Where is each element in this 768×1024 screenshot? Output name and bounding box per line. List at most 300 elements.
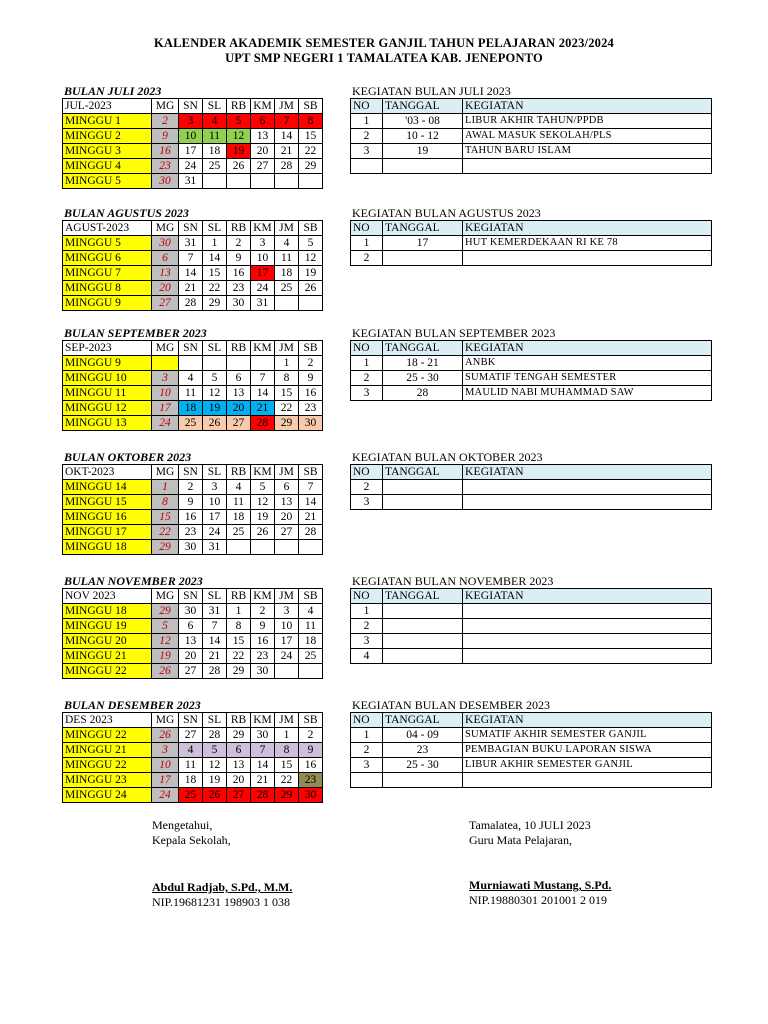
day-cell: 22 xyxy=(227,649,251,664)
headmaster-nip: NIP.19681231 198903 1 038 xyxy=(152,895,291,909)
day-cell: 2 xyxy=(152,114,179,129)
day-cell: 28 xyxy=(203,664,227,679)
activity-cell-keg: SUMATIF AKHIR SEMESTER GANJIL xyxy=(463,728,712,743)
week-row xyxy=(63,480,323,495)
activity-cell-no: 2 xyxy=(351,371,383,386)
month-label: DES 2023 xyxy=(63,713,152,728)
day-cell xyxy=(299,174,323,189)
day-cell: 28 xyxy=(299,525,323,540)
day-cell: 12 xyxy=(203,758,227,773)
document-title: KALENDER AKADEMIK SEMESTER GANJIL TAHUN PELAJARAN 2023/2024 xyxy=(153,36,614,50)
day-cell: 24 xyxy=(275,649,299,664)
day-cell: 7 xyxy=(251,371,275,386)
week-row xyxy=(63,266,323,281)
day-cell: 7 xyxy=(179,251,203,266)
day-cell: 27 xyxy=(275,525,299,540)
day-cell: 11 xyxy=(203,129,227,144)
day-cell: 29 xyxy=(227,664,251,679)
day-cell xyxy=(275,540,299,555)
day-cell: 30 xyxy=(251,664,275,679)
activity-cell-no: 3 xyxy=(351,634,383,649)
month-block xyxy=(0,450,768,560)
day-header: SL xyxy=(203,465,227,480)
week-row xyxy=(63,159,323,174)
activity-table xyxy=(350,340,712,401)
activity-row xyxy=(351,649,712,664)
activity-header-row xyxy=(351,589,712,604)
day-cell: 8 xyxy=(299,114,323,129)
month-block xyxy=(0,574,768,684)
day-cell: 6 xyxy=(179,619,203,634)
day-cell: 10 xyxy=(179,129,203,144)
day-cell: 6 xyxy=(227,371,251,386)
day-header: JM xyxy=(275,341,299,356)
day-cell: 7 xyxy=(251,743,275,758)
day-cell: 13 xyxy=(227,758,251,773)
day-cell: 9 xyxy=(227,251,251,266)
day-cell: 4 xyxy=(275,236,299,251)
activity-cell-no: 2 xyxy=(351,480,383,495)
week-label: MINGGU 8 xyxy=(63,281,152,296)
month-label: OKT-2023 xyxy=(63,465,152,480)
day-cell: 18 xyxy=(227,510,251,525)
activity-cell-keg: TAHUN BARU ISLAM xyxy=(463,144,712,159)
day-cell: 17 xyxy=(179,144,203,159)
day-cell: 17 xyxy=(203,510,227,525)
day-cell: 3 xyxy=(152,371,179,386)
activity-header-cell: NO xyxy=(351,465,383,480)
week-label: MINGGU 5 xyxy=(63,174,152,189)
day-cell: 30 xyxy=(227,296,251,311)
day-cell: 11 xyxy=(179,386,203,401)
day-cell: 21 xyxy=(251,773,275,788)
day-cell: 25 xyxy=(179,416,203,431)
activity-table xyxy=(350,220,712,266)
day-cell: 13 xyxy=(275,495,299,510)
day-cell: 14 xyxy=(179,266,203,281)
day-cell: 19 xyxy=(227,144,251,159)
week-row xyxy=(63,251,323,266)
week-label: MINGGU 13 xyxy=(63,416,152,431)
day-cell: 28 xyxy=(275,159,299,174)
day-header: JM xyxy=(275,589,299,604)
activity-cell-keg: AWAL MASUK SEKOLAH/PLS xyxy=(463,129,712,144)
week-label: MINGGU 7 xyxy=(63,266,152,281)
week-label: MINGGU 18 xyxy=(63,540,152,555)
week-row xyxy=(63,634,323,649)
week-label: MINGGU 19 xyxy=(63,619,152,634)
day-cell: 26 xyxy=(299,281,323,296)
activity-row xyxy=(351,480,712,495)
week-label: MINGGU 22 xyxy=(63,728,152,743)
month-label: SEP-2023 xyxy=(63,341,152,356)
week-row xyxy=(63,371,323,386)
day-cell xyxy=(275,174,299,189)
activity-header-cell: KEGIATAN xyxy=(463,465,712,480)
activity-cell-no: 1 xyxy=(351,114,383,129)
activity-cell-tgl: '03 - 08 xyxy=(383,114,463,129)
day-cell: 19 xyxy=(203,773,227,788)
activity-cell-no: 1 xyxy=(351,728,383,743)
day-cell: 2 xyxy=(299,356,323,371)
day-header: RB xyxy=(227,713,251,728)
day-cell: 29 xyxy=(152,540,179,555)
day-cell: 4 xyxy=(203,114,227,129)
activity-cell-tgl xyxy=(383,159,463,174)
day-cell: 23 xyxy=(152,159,179,174)
month-calendar-title: BULAN SEPTEMBER 2023 xyxy=(64,326,207,340)
activity-cell-no: 2 xyxy=(351,251,383,266)
activity-cell-no: 3 xyxy=(351,386,383,401)
calendar-table xyxy=(62,340,323,431)
calendar-table xyxy=(62,220,323,311)
activity-cell-no: 4 xyxy=(351,649,383,664)
week-row xyxy=(63,649,323,664)
day-cell: 16 xyxy=(152,144,179,159)
activity-header-cell: NO xyxy=(351,341,383,356)
day-cell: 3 xyxy=(275,604,299,619)
activity-cell-tgl: 19 xyxy=(383,144,463,159)
activity-cell-no xyxy=(351,159,383,174)
month-activity-title: KEGIATAN BULAN JULI 2023 xyxy=(352,84,511,98)
day-cell: 3 xyxy=(152,743,179,758)
day-cell: 31 xyxy=(251,296,275,311)
week-row xyxy=(63,510,323,525)
activity-cell-tgl: 10 - 12 xyxy=(383,129,463,144)
day-cell: 31 xyxy=(179,174,203,189)
day-cell xyxy=(227,356,251,371)
activity-cell-keg: MAULID NABI MUHAMMAD SAW xyxy=(463,386,712,401)
day-cell: 2 xyxy=(299,728,323,743)
activity-cell-tgl xyxy=(383,634,463,649)
activity-row xyxy=(351,773,712,788)
day-cell xyxy=(203,174,227,189)
day-cell: 30 xyxy=(152,174,179,189)
day-cell: 3 xyxy=(251,236,275,251)
activity-row xyxy=(351,159,712,174)
day-cell xyxy=(299,540,323,555)
sig-right-line2: Guru Mata Pelajaran, xyxy=(469,833,572,847)
day-cell: 24 xyxy=(179,159,203,174)
activity-cell-keg xyxy=(463,604,712,619)
activity-header-cell: KEGIATAN xyxy=(463,589,712,604)
day-cell xyxy=(275,664,299,679)
week-row xyxy=(63,236,323,251)
day-cell xyxy=(179,356,203,371)
day-header: MG xyxy=(152,221,179,236)
day-cell: 1 xyxy=(227,604,251,619)
month-block xyxy=(0,84,768,194)
day-header: RB xyxy=(227,465,251,480)
day-cell: 30 xyxy=(179,540,203,555)
day-cell: 21 xyxy=(299,510,323,525)
activity-cell-tgl: 25 - 30 xyxy=(383,371,463,386)
sig-left-line1: Mengetahui, xyxy=(152,818,213,832)
month-activity-title: KEGIATAN BULAN AGUSTUS 2023 xyxy=(352,206,541,220)
day-header: MG xyxy=(152,99,179,114)
day-cell: 9 xyxy=(152,129,179,144)
activity-header-cell: TANGGAL xyxy=(383,341,463,356)
day-cell: 11 xyxy=(299,619,323,634)
day-header: JM xyxy=(275,713,299,728)
day-cell: 9 xyxy=(251,619,275,634)
day-cell: 26 xyxy=(203,788,227,803)
week-row xyxy=(63,144,323,159)
month-activity-title: KEGIATAN BULAN DESEMBER 2023 xyxy=(352,698,551,712)
activity-cell-no: 2 xyxy=(351,619,383,634)
activity-table xyxy=(350,712,712,788)
week-label: MINGGU 1 xyxy=(63,114,152,129)
day-cell xyxy=(227,174,251,189)
day-cell: 18 xyxy=(299,634,323,649)
day-header: SN xyxy=(179,465,203,480)
day-cell: 29 xyxy=(275,416,299,431)
activity-cell-tgl xyxy=(383,495,463,510)
day-cell: 11 xyxy=(275,251,299,266)
day-cell: 14 xyxy=(275,129,299,144)
day-header: KM xyxy=(251,713,275,728)
day-cell: 4 xyxy=(227,480,251,495)
activity-header-row xyxy=(351,99,712,114)
activity-cell-keg xyxy=(463,634,712,649)
day-cell: 29 xyxy=(299,159,323,174)
activity-cell-keg xyxy=(463,619,712,634)
activity-header-cell: TANGGAL xyxy=(383,99,463,114)
week-label: MINGGU 20 xyxy=(63,634,152,649)
day-header: JM xyxy=(275,465,299,480)
day-header: KM xyxy=(251,341,275,356)
day-cell: 14 xyxy=(203,634,227,649)
day-cell: 27 xyxy=(251,159,275,174)
week-label: MINGGU 17 xyxy=(63,525,152,540)
signature-right xyxy=(469,818,611,908)
activity-cell-keg: HUT KEMERDEKAAN RI KE 78 xyxy=(463,236,712,251)
activity-row xyxy=(351,251,712,266)
week-row xyxy=(63,281,323,296)
day-cell: 19 xyxy=(299,266,323,281)
activity-header-row xyxy=(351,221,712,236)
day-cell: 6 xyxy=(251,114,275,129)
month-calendar-title: BULAN AGUSTUS 2023 xyxy=(64,206,189,220)
day-cell: 17 xyxy=(152,773,179,788)
teacher-nip: NIP.19880301 201001 2 019 xyxy=(469,893,608,907)
calendar-table xyxy=(62,712,323,803)
day-header: SN xyxy=(179,221,203,236)
activity-cell-tgl xyxy=(383,619,463,634)
day-cell: 22 xyxy=(152,525,179,540)
day-cell: 19 xyxy=(251,510,275,525)
day-cell: 27 xyxy=(227,788,251,803)
week-label: MINGGU 21 xyxy=(63,743,152,758)
day-cell: 7 xyxy=(203,619,227,634)
calendar-header-row xyxy=(63,341,323,356)
activity-cell-tgl xyxy=(383,649,463,664)
day-cell: 23 xyxy=(179,525,203,540)
week-row xyxy=(63,114,323,129)
day-cell: 17 xyxy=(152,401,179,416)
day-cell: 13 xyxy=(179,634,203,649)
day-cell: 19 xyxy=(152,649,179,664)
day-header: KM xyxy=(251,465,275,480)
activity-cell-tgl xyxy=(383,480,463,495)
teacher-name: Murniawati Mustang, S.Pd. xyxy=(469,878,612,892)
day-cell: 5 xyxy=(251,480,275,495)
week-row xyxy=(63,773,323,788)
day-cell: 12 xyxy=(227,129,251,144)
week-row xyxy=(63,416,323,431)
activity-header-row xyxy=(351,465,712,480)
day-cell: 30 xyxy=(299,416,323,431)
activity-header-cell: KEGIATAN xyxy=(463,713,712,728)
activity-row xyxy=(351,371,712,386)
day-cell: 10 xyxy=(152,386,179,401)
day-cell: 21 xyxy=(251,401,275,416)
day-cell: 27 xyxy=(179,728,203,743)
day-header: SN xyxy=(179,341,203,356)
activity-header-row xyxy=(351,341,712,356)
day-cell: 26 xyxy=(251,525,275,540)
activity-table xyxy=(350,588,712,664)
week-label: MINGGU 9 xyxy=(63,296,152,311)
day-cell: 17 xyxy=(275,634,299,649)
school-name: UPT SMP NEGERI 1 TAMALATEA KAB. JENEPONTO xyxy=(225,51,543,65)
activity-cell-no: 3 xyxy=(351,144,383,159)
activity-header-cell: TANGGAL xyxy=(383,221,463,236)
day-cell xyxy=(251,356,275,371)
day-cell: 22 xyxy=(275,401,299,416)
activity-row xyxy=(351,728,712,743)
day-header: RB xyxy=(227,589,251,604)
week-label: MINGGU 22 xyxy=(63,664,152,679)
month-calendar-title: BULAN NOVEMBER 2023 xyxy=(64,574,203,588)
day-cell: 5 xyxy=(152,619,179,634)
activity-row xyxy=(351,236,712,251)
day-header: MG xyxy=(152,465,179,480)
day-header: KM xyxy=(251,99,275,114)
activity-cell-keg: LIBUR AKHIR TAHUN/PPDB xyxy=(463,114,712,129)
activity-row xyxy=(351,619,712,634)
day-cell: 2 xyxy=(251,604,275,619)
day-cell: 2 xyxy=(179,480,203,495)
day-cell: 30 xyxy=(299,788,323,803)
day-cell: 14 xyxy=(251,386,275,401)
day-cell: 22 xyxy=(275,773,299,788)
day-cell: 25 xyxy=(227,525,251,540)
day-cell: 7 xyxy=(299,480,323,495)
day-cell: 2 xyxy=(227,236,251,251)
day-cell: 27 xyxy=(179,664,203,679)
activity-row xyxy=(351,634,712,649)
day-header: SL xyxy=(203,221,227,236)
day-cell: 16 xyxy=(251,634,275,649)
day-cell: 30 xyxy=(152,236,179,251)
day-header: MG xyxy=(152,341,179,356)
day-cell xyxy=(203,356,227,371)
day-cell: 12 xyxy=(203,386,227,401)
activity-header-cell: NO xyxy=(351,713,383,728)
day-cell: 26 xyxy=(227,159,251,174)
day-header: KM xyxy=(251,221,275,236)
headmaster-name: Abdul Radjab, S.Pd., M.M. xyxy=(152,880,293,894)
month-block xyxy=(0,326,768,436)
week-label: MINGGU 16 xyxy=(63,510,152,525)
month-activity-title: KEGIATAN BULAN SEPTEMBER 2023 xyxy=(352,326,556,340)
activity-cell-tgl: 17 xyxy=(383,236,463,251)
week-row xyxy=(63,356,323,371)
day-cell: 23 xyxy=(299,401,323,416)
day-cell: 25 xyxy=(275,281,299,296)
activity-table xyxy=(350,464,712,510)
day-cell: 19 xyxy=(203,401,227,416)
day-cell: 22 xyxy=(203,281,227,296)
calendar-header-row xyxy=(63,465,323,480)
day-cell: 24 xyxy=(152,788,179,803)
week-row xyxy=(63,296,323,311)
day-cell: 1 xyxy=(203,236,227,251)
day-cell xyxy=(227,540,251,555)
activity-cell-no: 1 xyxy=(351,236,383,251)
day-cell: 5 xyxy=(299,236,323,251)
day-cell: 22 xyxy=(299,144,323,159)
day-cell: 3 xyxy=(179,114,203,129)
day-cell xyxy=(275,296,299,311)
day-cell: 29 xyxy=(275,788,299,803)
day-header: SL xyxy=(203,589,227,604)
activity-row xyxy=(351,758,712,773)
day-cell: 30 xyxy=(179,604,203,619)
day-cell: 4 xyxy=(179,743,203,758)
activity-row xyxy=(351,743,712,758)
day-cell: 28 xyxy=(203,728,227,743)
day-header: SB xyxy=(299,341,323,356)
day-cell: 27 xyxy=(227,416,251,431)
day-cell: 7 xyxy=(275,114,299,129)
day-cell: 9 xyxy=(299,371,323,386)
day-cell: 12 xyxy=(251,495,275,510)
week-label: MINGGU 6 xyxy=(63,251,152,266)
day-cell: 15 xyxy=(152,510,179,525)
day-cell: 26 xyxy=(152,664,179,679)
week-label: MINGGU 4 xyxy=(63,159,152,174)
day-cell: 8 xyxy=(275,371,299,386)
activity-cell-tgl: 23 xyxy=(383,743,463,758)
calendar-header-row xyxy=(63,221,323,236)
activity-header-cell: KEGIATAN xyxy=(463,221,712,236)
day-header: SL xyxy=(203,341,227,356)
week-label: MINGGU 15 xyxy=(63,495,152,510)
day-cell: 9 xyxy=(179,495,203,510)
week-label: MINGGU 11 xyxy=(63,386,152,401)
week-label: MINGGU 22 xyxy=(63,758,152,773)
activity-header-cell: KEGIATAN xyxy=(463,99,712,114)
day-cell: 14 xyxy=(251,758,275,773)
day-cell: 18 xyxy=(179,401,203,416)
day-cell: 21 xyxy=(179,281,203,296)
day-cell: 13 xyxy=(227,386,251,401)
month-calendar-title: BULAN OKTOBER 2023 xyxy=(64,450,192,464)
activity-cell-tgl: 18 - 21 xyxy=(383,356,463,371)
activity-cell-keg: PEMBAGIAN BUKU LAPORAN SISWA xyxy=(463,743,712,758)
day-cell: 29 xyxy=(203,296,227,311)
week-row xyxy=(63,386,323,401)
month-calendar-title: BULAN DESEMBER 2023 xyxy=(64,698,201,712)
week-row xyxy=(63,743,323,758)
day-cell: 20 xyxy=(275,510,299,525)
day-cell xyxy=(299,296,323,311)
day-cell: 9 xyxy=(299,743,323,758)
day-header: RB xyxy=(227,341,251,356)
day-cell: 1 xyxy=(275,728,299,743)
